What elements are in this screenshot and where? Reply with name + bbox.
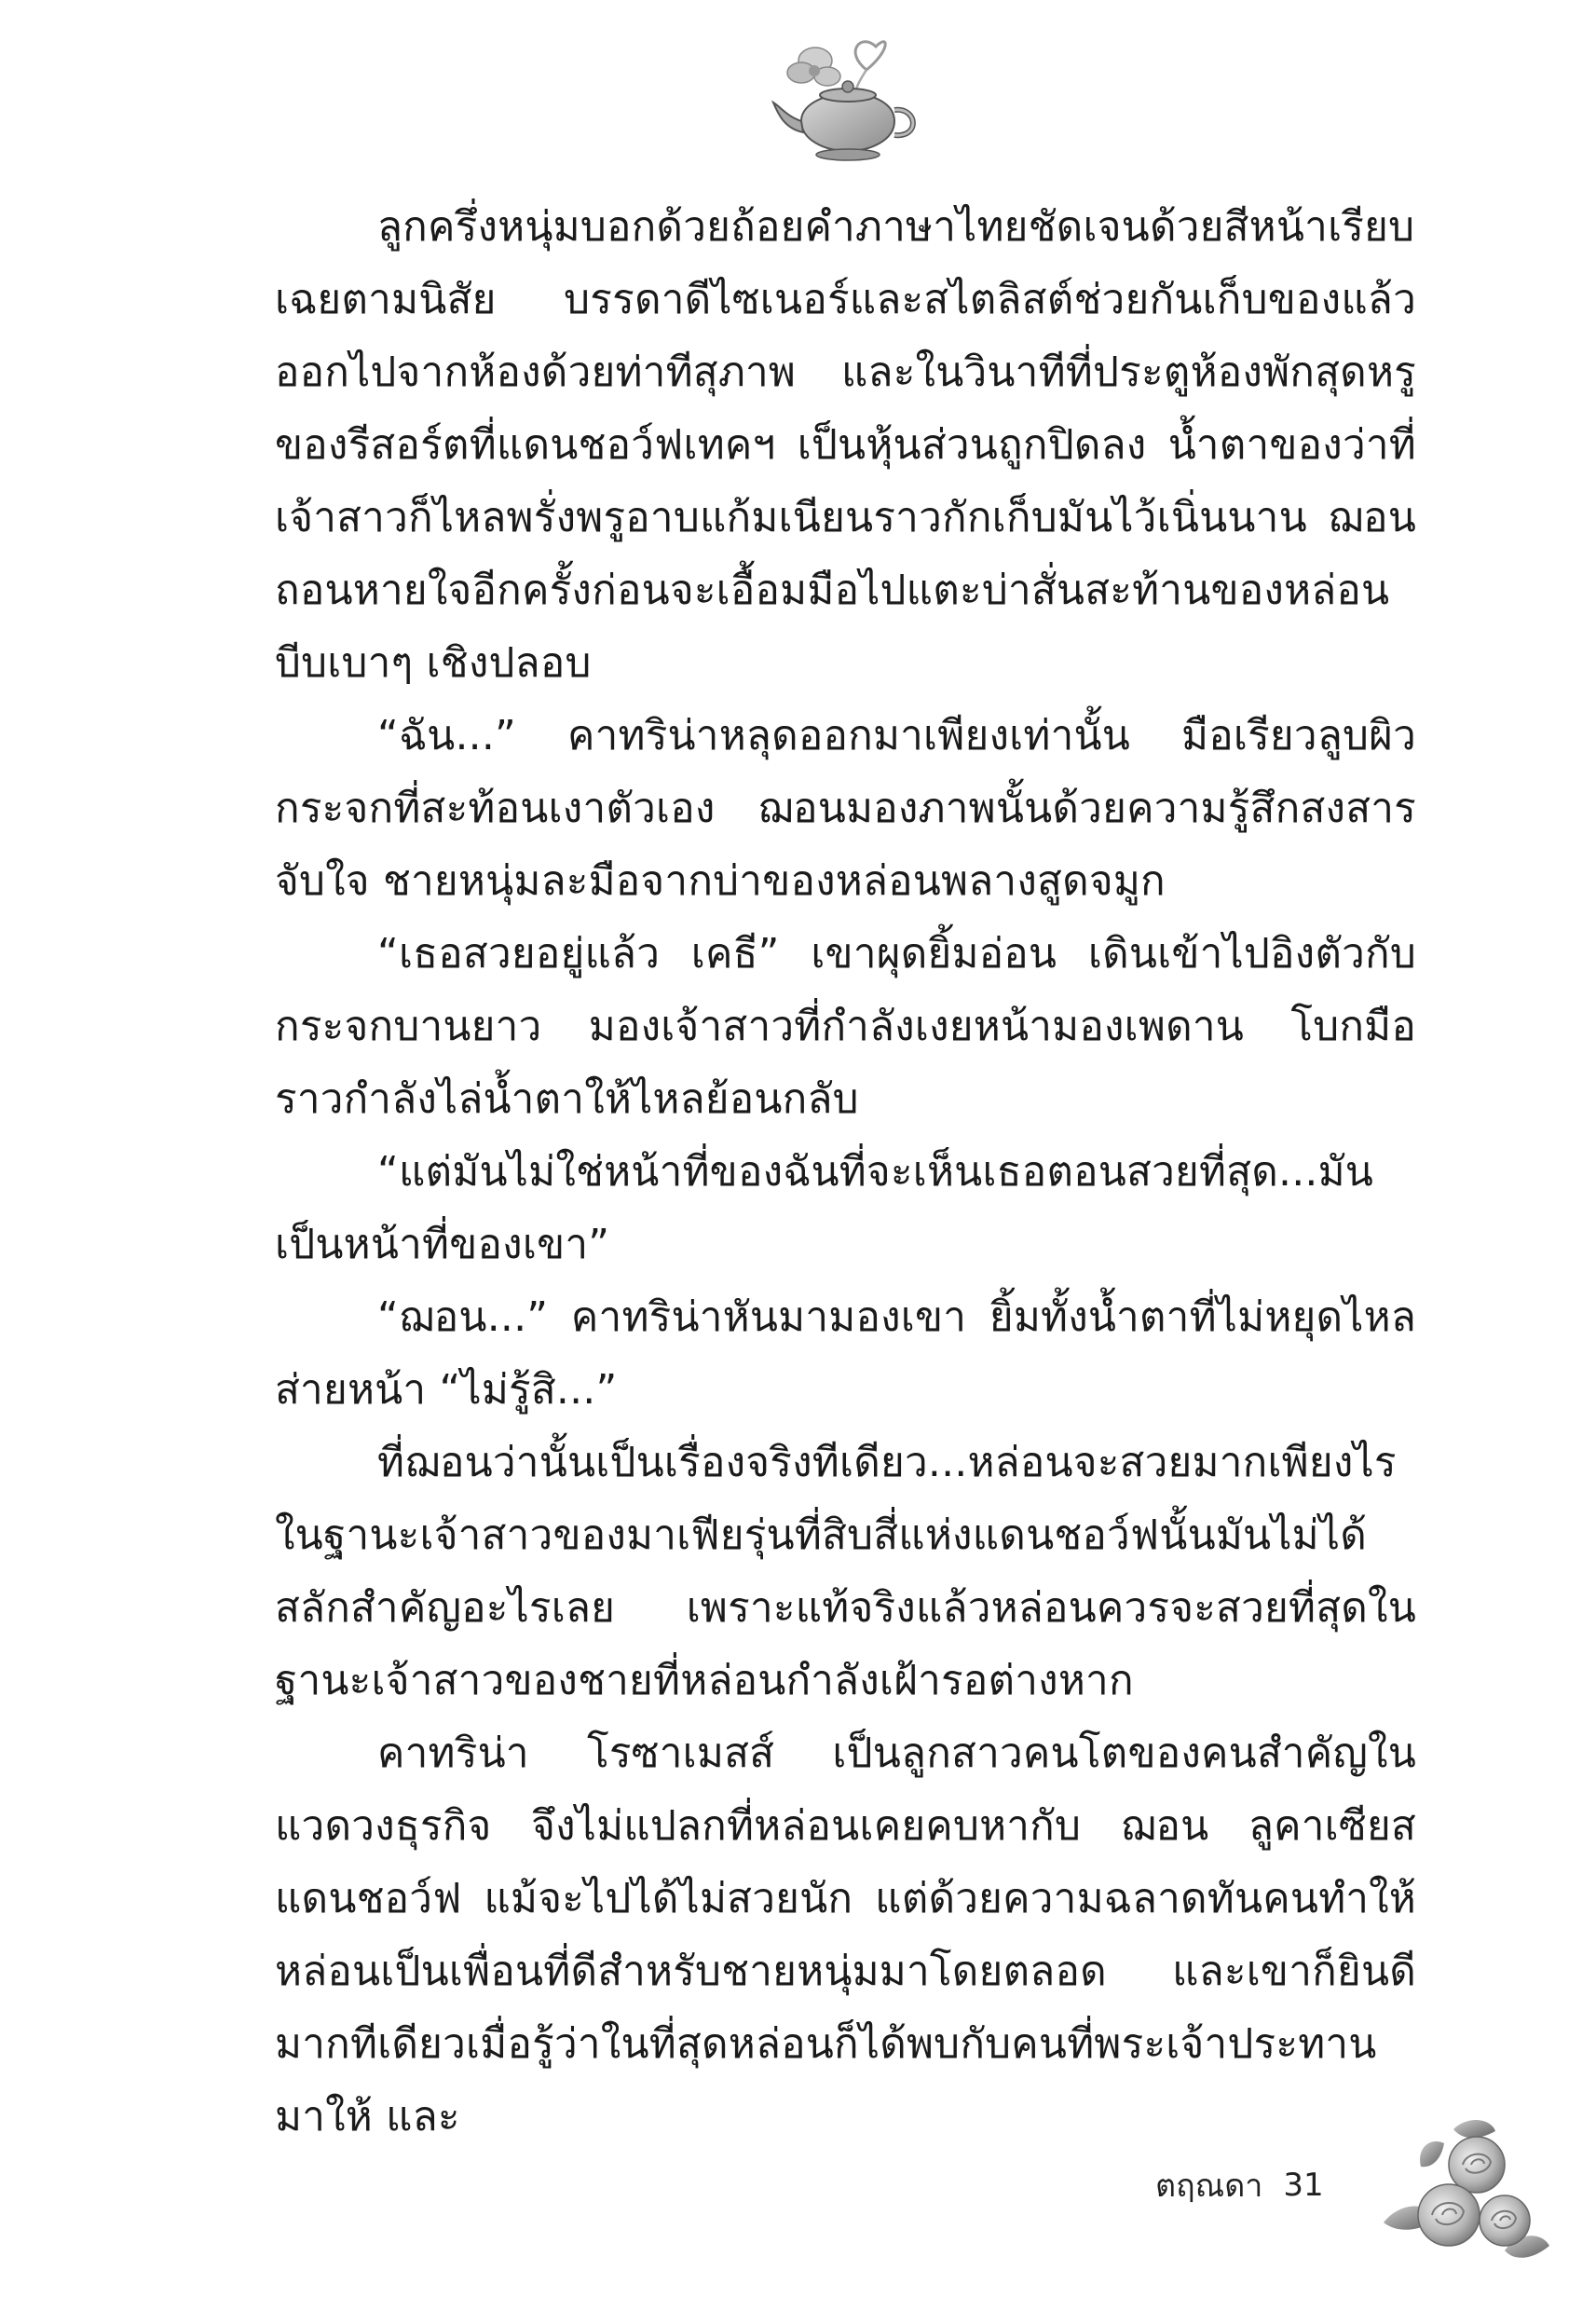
paragraph-7: คาทริน่า โรซาเมสส์ เป็นลูกสาวคนโตของคนสำคัญในแวดวงธุรกิจ จึงไม่แปลกที่หล่อนเคยคบหากับ ฌอน ลูคาเซียส แดนชอว์ฟ แม้จะไปได้ไม่สวยนัก แต่ด้วยความฉลาดทันคนทำให้หล่อนเป็นเพื่อนที่ดีสำหรับชายหนุ่มมาโดยตลอด และเขาก็ยินดีมากทีเดียวเมื่อรู้ว่าในที่สุดหล่อนก็ได้พบกับคนที่พระเจ้าประทานมาให้ และ bbox=[275, 1730, 1416, 2140]
book-title: ตฤณดา bbox=[1155, 2167, 1263, 2205]
roses-icon bbox=[1365, 2111, 1551, 2269]
page-number: 31 bbox=[1283, 2167, 1324, 2204]
paragraph-3: “เธอสวยอยู่แล้ว เคธี” เขาผุดยิ้มอ่อน เดินเข้าไปอิงตัวกับกระจกบานยาว มองเจ้าสาวที่กำลังเงยหน้ามองเพดาน โบกมือราวกำลังไล่น้ำตาให้ไหลย้อนกลับ bbox=[275, 930, 1416, 1123]
teapot-with-flower-icon bbox=[764, 28, 932, 168]
paragraph-1: ลูกครึ่งหนุ่มบอกด้วยถ้อยคำภาษาไทยชัดเจนด้วยสีหน้าเรียบเฉยตามนิสัย บรรดาดีไซเนอร์และสไตลิสต์ช่วยกันเก็บของแล้วออกไปจากห้องด้วยท่าทีสุภาพ และในวินาทีที่ประตูห้องพักสุดหรูของรีสอร์ตที่แดนชอว์ฟเทคฯ เป็นหุ้นส่วนถูกปิดลง น้ำตาของว่าที่เจ้าสาวก็ไหลพรั่งพรูอาบแก้มเนียนราวกักเก็บมันไว้เนิ่นนาน ฌอนถอนหายใจอีกครั้งก่อนจะเอื้อมมือไปแตะบ่าสั่นสะท้านของหล่อน บีบเบาๆ เชิงปลอบ bbox=[275, 203, 1416, 687]
paragraph-4: “แต่มันไม่ใช่หน้าที่ของฉันที่จะเห็นเธอตอนสวยที่สุด...มันเป็นหน้าที่ของเขา” bbox=[275, 1148, 1374, 1268]
paragraph-5: “ฌอน...” คาทริน่าหันมามองเขา ยิ้มทั้งน้ำตาที่ไม่หยุดไหลส่ายหน้า “ไม่รู้สิ...” bbox=[275, 1293, 1416, 1414]
page-footer bbox=[1155, 2157, 1324, 2213]
paragraph-2: “ฉัน...” คาทริน่าหลุดออกมาเพียงเท่านั้น มือเรียวลูบผิวกระจกที่สะท้อนเงาตัวเอง ฌอนมองภาพนั้นด้วยความรู้สึกสงสารจับใจ ชายหนุ่มละมือจากบ่าของหล่อนพลางสูดจมูก bbox=[275, 712, 1416, 905]
paragraph-6: ที่ฌอนว่านั้นเป็นเรื่องจริงทีเดียว...หล่อนจะสวยมากเพียงไรในฐานะเจ้าสาวของมาเฟียรุ่นที่สิบสี่แห่งแดนชอว์ฟนั้นมันไม่ได้สลักสำคัญอะไรเลย เพราะแท้จริงแล้วหล่อนควรจะสวยที่สุดในฐานะเจ้าสาวของชายที่หล่อนกำลังเฝ้ารอต่างหาก bbox=[275, 1439, 1416, 1704]
body-text bbox=[275, 191, 1416, 2148]
